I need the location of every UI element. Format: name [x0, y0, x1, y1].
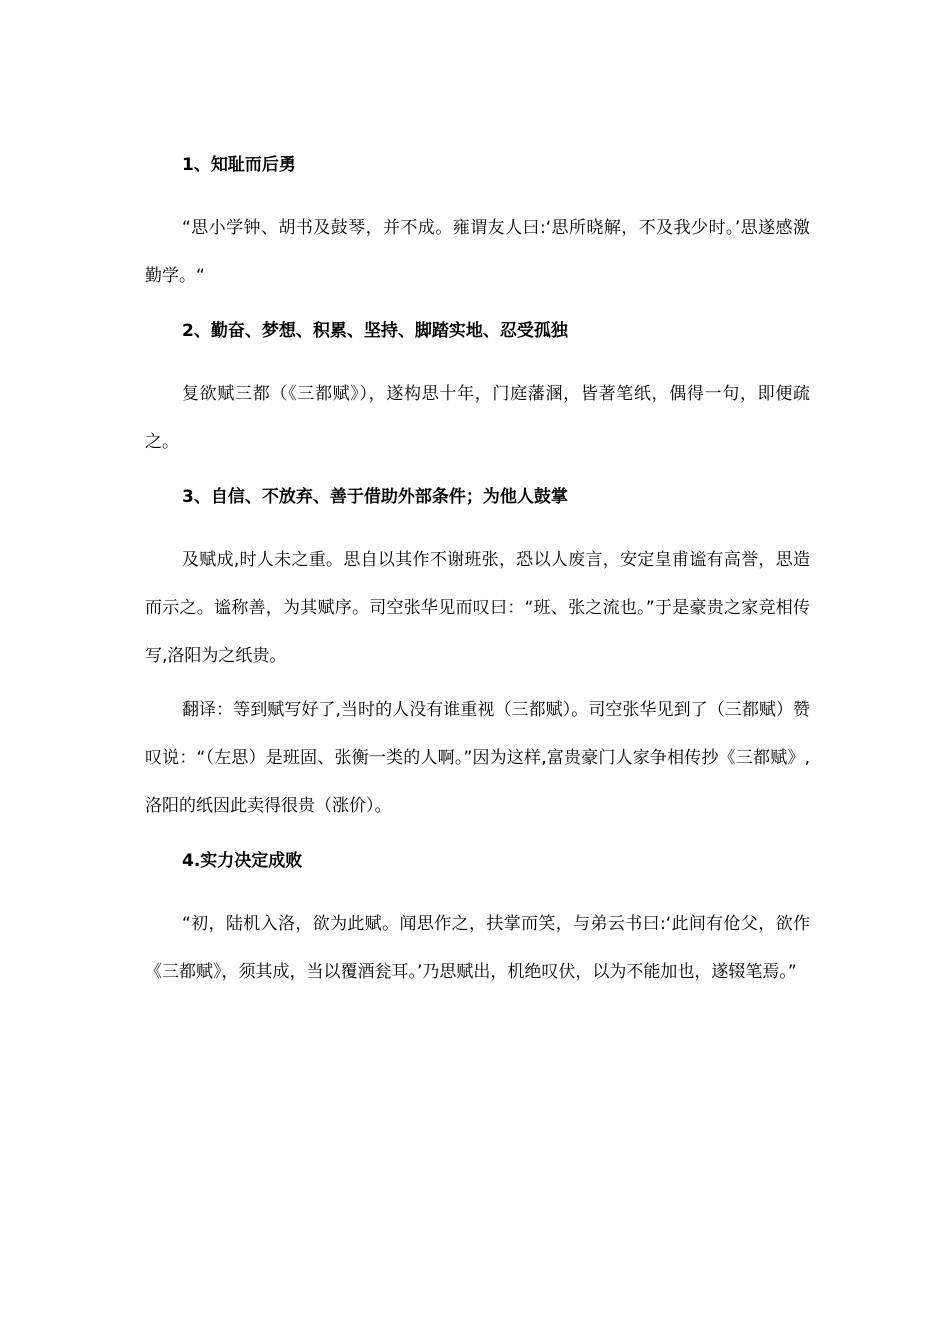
- section-2-paragraph-1: 复欲赋三都（《三都赋》），遂构思十年，门庭藩溷，皆著笔纸，偶得一句，即便疏之。: [145, 384, 810, 452]
- section-heading-1: 1、知耻而后勇: [182, 155, 296, 175]
- section-heading-3: 3、自信、不放弃、善于借助外部条件；为他人鼓掌: [182, 487, 568, 507]
- section-heading-4: 4.实力决定成败: [182, 851, 303, 871]
- section-4-paragraph-1: “初，陆机入洛，欲为此赋。闻思作之，扶掌而笑，与弟云书曰:‘此间有伧父，欲作《三都赋》，须其成，当以覆酒瓮耳。’乃思赋出，机绝叹伏，以为不能加也，遂辍笔焉。”: [145, 914, 810, 982]
- section-3-paragraph-1: 及赋成,时人未之重。思自以其作不谢班张，恐以人废言，安定皇甫谧有高誉，思造而示之。谧称善，为其赋序。司空张华见而叹曰：“班、张之流也。”于是豪贵之家竞相传写,洛阳为之纸贵。: [145, 550, 810, 666]
- section-1-paragraph-1: “思小学钟、胡书及鼓琴，并不成。雍谓友人曰:‘思所晓解，不及我少时。’思遂感激勤学。“: [145, 218, 810, 286]
- document-body: [145, 148, 810, 996]
- section-3-paragraph-2: 翻译：等到赋写好了,当时的人没有谁重视（三都赋）。司空张华见到了（三都赋）赞叹说：“（左思）是班固、张衡一类的人啊。”因为这样,富贵豪门人家争相传抄《三都赋》,洛阳的纸因此卖得很贵（涨价）。: [145, 700, 810, 816]
- section-heading-2: 2、勤奋、梦想、积累、坚持、脚踏实地、忍受孤独: [182, 321, 568, 341]
